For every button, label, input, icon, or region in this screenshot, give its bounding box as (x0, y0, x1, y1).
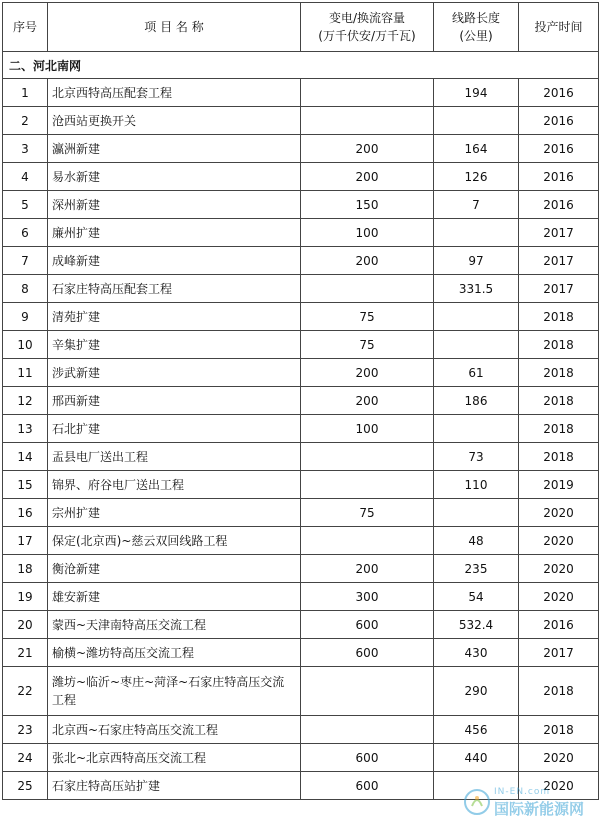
row-length (434, 331, 519, 359)
row-length (434, 303, 519, 331)
row-seq: 6 (3, 219, 48, 247)
row-capacity (301, 667, 434, 716)
row-capacity (301, 79, 434, 107)
row-name: 潍坊~临沂~枣庄~菏泽~石家庄特高压交流工程 (48, 667, 301, 716)
table-row (3, 667, 599, 716)
table-row (3, 331, 599, 359)
row-capacity: 300 (301, 583, 434, 611)
row-name: 北京西特高压配套工程 (48, 79, 301, 107)
row-seq: 24 (3, 744, 48, 772)
row-name: 石家庄特高压站扩建 (48, 772, 301, 800)
row-year: 2016 (519, 163, 599, 191)
row-capacity: 200 (301, 359, 434, 387)
row-seq: 3 (3, 135, 48, 163)
row-name: 深州新建 (48, 191, 301, 219)
row-name: 辛集扩建 (48, 331, 301, 359)
row-capacity: 150 (301, 191, 434, 219)
table-row (3, 716, 599, 744)
row-capacity: 200 (301, 163, 434, 191)
row-year: 2020 (519, 555, 599, 583)
row-name: 衡沧新建 (48, 555, 301, 583)
row-length (434, 107, 519, 135)
table-row (3, 744, 599, 772)
row-seq: 22 (3, 667, 48, 716)
row-capacity: 600 (301, 611, 434, 639)
table-row (3, 275, 599, 303)
table-row (3, 135, 599, 163)
row-length: 430 (434, 639, 519, 667)
section-row (3, 52, 599, 79)
table-row (3, 79, 599, 107)
row-length: 61 (434, 359, 519, 387)
row-seq: 10 (3, 331, 48, 359)
row-year: 2017 (519, 219, 599, 247)
project-table (2, 2, 599, 800)
table-row (3, 247, 599, 275)
row-length: 48 (434, 527, 519, 555)
row-year: 2018 (519, 667, 599, 716)
header-capacity-line1: 变电/换流容量 (328, 11, 406, 25)
table-row (3, 387, 599, 415)
row-length: 186 (434, 387, 519, 415)
row-length (434, 415, 519, 443)
table-row (3, 555, 599, 583)
row-capacity (301, 471, 434, 499)
row-name: 石家庄特高压配套工程 (48, 275, 301, 303)
row-capacity: 600 (301, 639, 434, 667)
row-length: 235 (434, 555, 519, 583)
row-name: 清苑扩建 (48, 303, 301, 331)
row-year: 2018 (519, 359, 599, 387)
row-length: 290 (434, 667, 519, 716)
table-row (3, 107, 599, 135)
row-capacity: 200 (301, 135, 434, 163)
table-row (3, 303, 599, 331)
row-capacity: 200 (301, 247, 434, 275)
row-capacity (301, 443, 434, 471)
row-year: 2018 (519, 387, 599, 415)
row-seq: 2 (3, 107, 48, 135)
row-year: 2018 (519, 331, 599, 359)
row-capacity: 200 (301, 555, 434, 583)
row-name: 雄安新建 (48, 583, 301, 611)
row-seq: 9 (3, 303, 48, 331)
row-capacity: 600 (301, 772, 434, 800)
row-year: 2017 (519, 639, 599, 667)
row-capacity (301, 275, 434, 303)
row-year: 2020 (519, 772, 599, 800)
row-seq: 21 (3, 639, 48, 667)
row-seq: 5 (3, 191, 48, 219)
table-row (3, 163, 599, 191)
row-year: 2016 (519, 135, 599, 163)
header-length-line1: 线路长度 (451, 11, 500, 25)
row-name: 邢西新建 (48, 387, 301, 415)
row-capacity: 75 (301, 499, 434, 527)
row-year: 2020 (519, 744, 599, 772)
row-year: 2017 (519, 275, 599, 303)
row-length (434, 772, 519, 800)
table-row (3, 191, 599, 219)
row-name: 锦界、府谷电厂送出工程 (48, 471, 301, 499)
table-row (3, 583, 599, 611)
row-capacity (301, 527, 434, 555)
row-name: 涉武新建 (48, 359, 301, 387)
row-name: 盂县电厂送出工程 (48, 443, 301, 471)
row-seq: 25 (3, 772, 48, 800)
row-length: 440 (434, 744, 519, 772)
table-row (3, 471, 599, 499)
row-capacity (301, 107, 434, 135)
table-row (3, 219, 599, 247)
row-year: 2018 (519, 443, 599, 471)
row-capacity: 75 (301, 331, 434, 359)
row-length: 7 (434, 191, 519, 219)
table-row (3, 611, 599, 639)
row-length: 73 (434, 443, 519, 471)
row-capacity: 100 (301, 415, 434, 443)
row-year: 2016 (519, 79, 599, 107)
row-name: 榆横~潍坊特高压交流工程 (48, 639, 301, 667)
row-capacity (301, 716, 434, 744)
row-year: 2019 (519, 471, 599, 499)
row-year: 2017 (519, 247, 599, 275)
row-length: 194 (434, 79, 519, 107)
row-year: 2018 (519, 716, 599, 744)
header-length (434, 3, 519, 52)
row-year: 2020 (519, 527, 599, 555)
table-row (3, 527, 599, 555)
row-name: 石北扩建 (48, 415, 301, 443)
table-row (3, 639, 599, 667)
row-seq: 15 (3, 471, 48, 499)
row-year: 2020 (519, 583, 599, 611)
table-body (3, 52, 599, 800)
row-seq: 19 (3, 583, 48, 611)
row-name: 宗州扩建 (48, 499, 301, 527)
row-seq: 12 (3, 387, 48, 415)
row-capacity: 600 (301, 744, 434, 772)
table-row (3, 415, 599, 443)
row-length: 331.5 (434, 275, 519, 303)
row-length: 97 (434, 247, 519, 275)
table-row (3, 359, 599, 387)
row-seq: 4 (3, 163, 48, 191)
row-name: 保定(北京西)~慈云双回线路工程 (48, 527, 301, 555)
row-name: 沧西站更换开关 (48, 107, 301, 135)
row-year: 2016 (519, 611, 599, 639)
row-seq: 18 (3, 555, 48, 583)
row-year: 2020 (519, 499, 599, 527)
row-name: 蒙西~天津南特高压交流工程 (48, 611, 301, 639)
row-name: 廉州扩建 (48, 219, 301, 247)
header-capacity (301, 3, 434, 52)
row-length: 456 (434, 716, 519, 744)
row-seq: 20 (3, 611, 48, 639)
row-seq: 7 (3, 247, 48, 275)
row-seq: 14 (3, 443, 48, 471)
header-seq: 序号 (3, 3, 48, 52)
row-name: 成峰新建 (48, 247, 301, 275)
header-capacity-line2: (万千伏安/万千瓦) (318, 29, 416, 43)
row-year: 2018 (519, 303, 599, 331)
row-seq: 16 (3, 499, 48, 527)
row-length: 110 (434, 471, 519, 499)
row-seq: 1 (3, 79, 48, 107)
row-seq: 13 (3, 415, 48, 443)
row-seq: 23 (3, 716, 48, 744)
header-name: 项 目 名 称 (48, 3, 301, 52)
header-length-line2: (公里) (459, 29, 493, 43)
row-capacity: 200 (301, 387, 434, 415)
row-year: 2016 (519, 107, 599, 135)
section-title: 二、河北南网 (3, 52, 599, 79)
row-seq: 17 (3, 527, 48, 555)
row-capacity: 75 (301, 303, 434, 331)
header-row (3, 3, 599, 52)
row-capacity: 100 (301, 219, 434, 247)
row-seq: 8 (3, 275, 48, 303)
table-header (3, 3, 599, 52)
header-year: 投产时间 (519, 3, 599, 52)
row-name: 北京西~石家庄特高压交流工程 (48, 716, 301, 744)
row-length: 126 (434, 163, 519, 191)
table-row (3, 499, 599, 527)
table-row (3, 772, 599, 800)
table-row (3, 443, 599, 471)
row-year: 2018 (519, 415, 599, 443)
row-length (434, 499, 519, 527)
row-length: 54 (434, 583, 519, 611)
watermark-text-line2: 国际新能源网 (494, 800, 585, 818)
watermark-text-line1: IN-EN.com (494, 787, 551, 797)
row-seq: 11 (3, 359, 48, 387)
row-name: 瀛洲新建 (48, 135, 301, 163)
row-name: 张北~北京西特高压交流工程 (48, 744, 301, 772)
row-name: 易水新建 (48, 163, 301, 191)
row-year: 2016 (519, 191, 599, 219)
row-length (434, 219, 519, 247)
row-length: 164 (434, 135, 519, 163)
row-length: 532.4 (434, 611, 519, 639)
